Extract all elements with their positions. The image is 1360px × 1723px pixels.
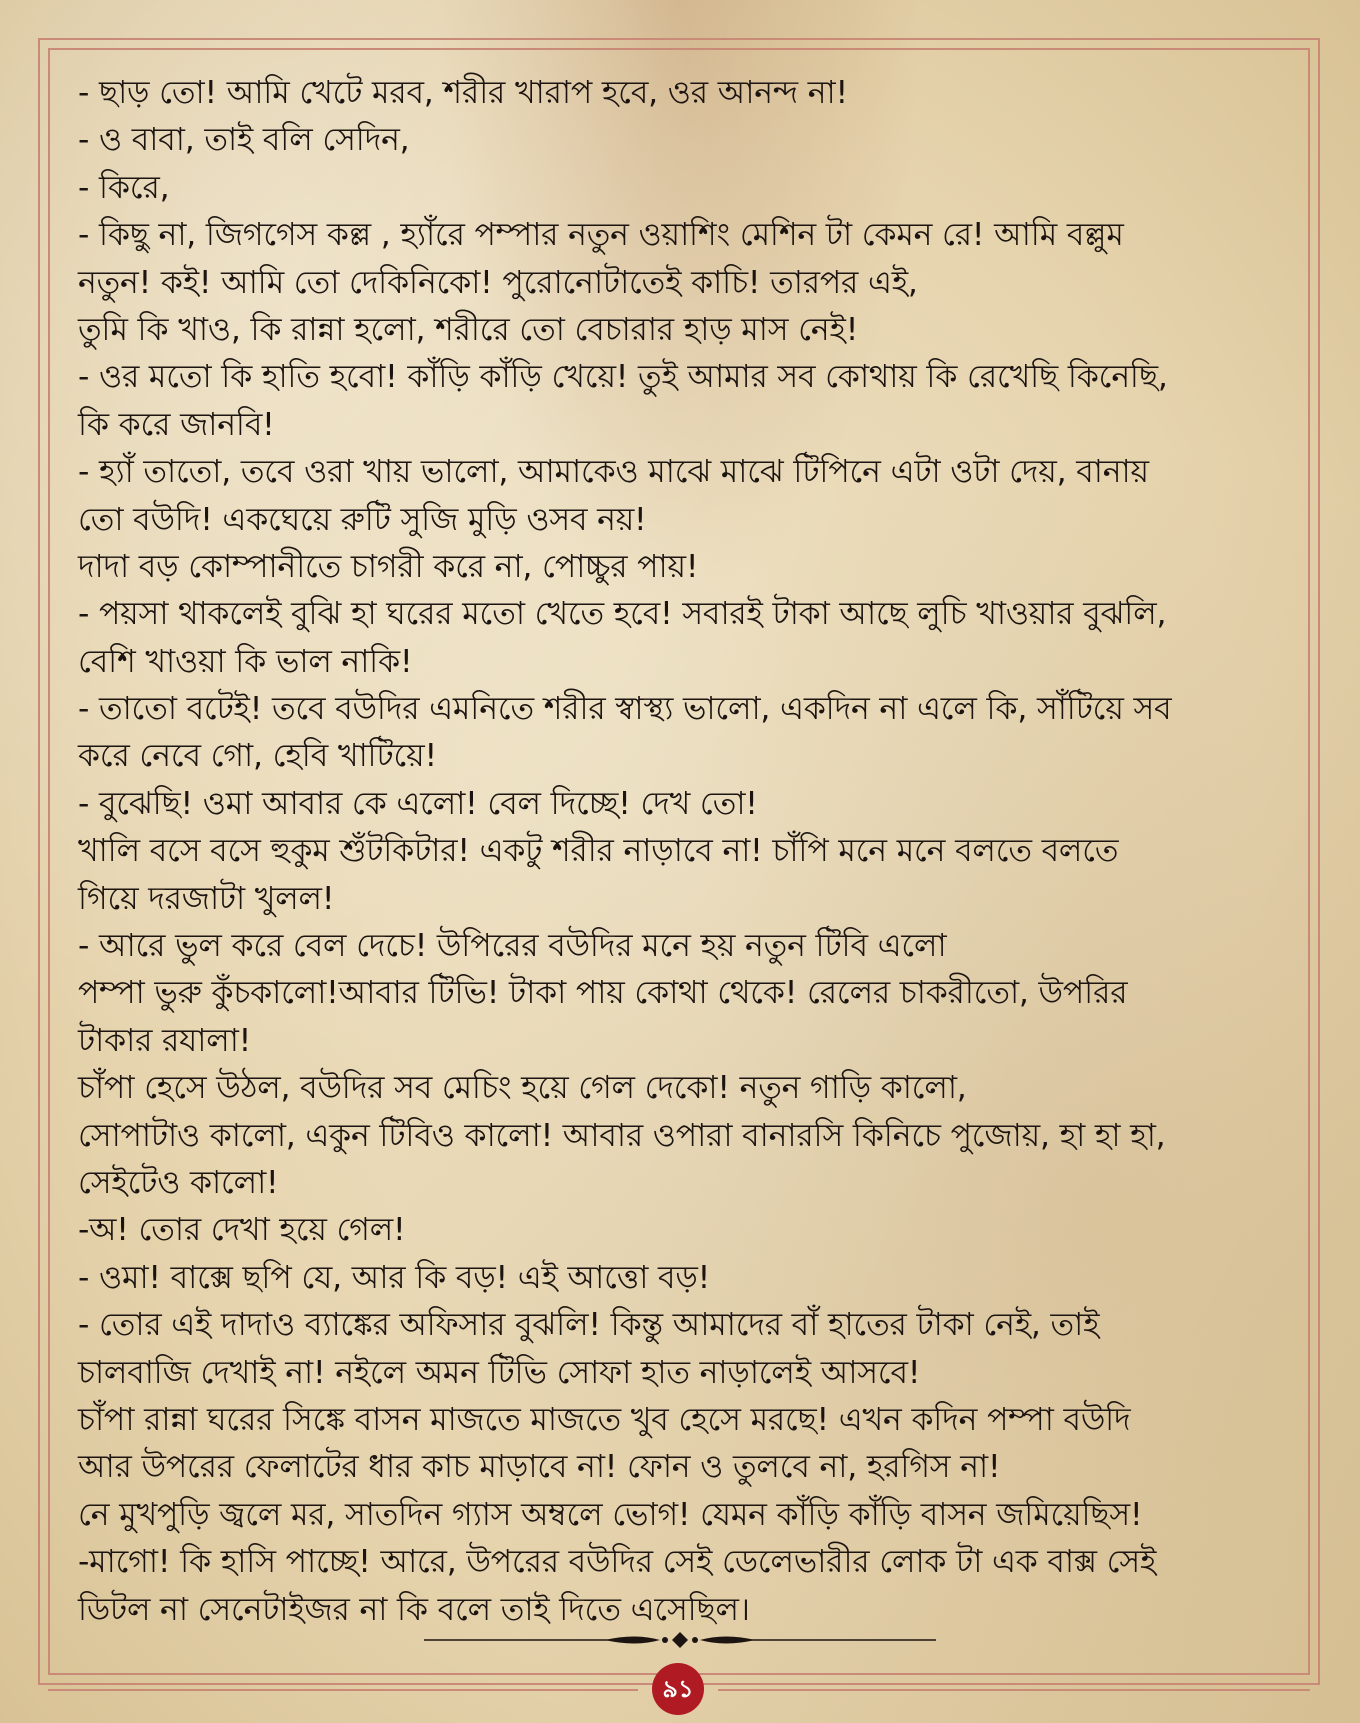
text-line: ডিটল না সেনেটাইজর না কি বলে তাই দিতে এসেছিল। <box>78 1591 750 1628</box>
text-line: টাকার রযালা! <box>78 1022 252 1059</box>
text-line: - ও বাবা, তাই বলি সেদিন, <box>78 122 410 159</box>
text-line: নে মুখপুড়ি জ্বলে মর, সাতদিন গ্যাস অম্বলে ভোগ! যেমন কাঁড়ি কাঁড়ি বাসন জমিয়েছিস! <box>78 1496 1143 1533</box>
text-line: তো বউদি! একঘেয়ে রুটি সুজি মুড়ি ওসব নয়! <box>78 501 647 538</box>
badge-rule-left <box>48 1689 638 1691</box>
badge-rule-right <box>718 1689 1310 1691</box>
page-number: ৯১ <box>652 1663 704 1715</box>
text-line: - ওমা! বাক্সে ছপি যে, আর কি বড়! এই আত্তো বড়! <box>78 1259 711 1296</box>
text-line: -মাগো! কি হাসি পাচ্ছে! আরে, উপরের বউদির সেই ডেলেভারীর লোক টা এক বাক্স সেই <box>78 1544 1157 1581</box>
text-line: করে নেবে গো, হেবি খাটিয়ে! <box>78 738 437 775</box>
text-line: চাঁপা হেসে উঠল, বউদির সব মেচিং হয়ে গেল দেকো! নতুন গাড়ি কালো, <box>78 1070 967 1107</box>
text-line: -অ! তোর দেখা হয়ে গেল! <box>78 1212 406 1249</box>
text-line: চাঁপা রান্না ঘরের সিঙ্কে বাসন মাজতে মাজতে খুব হেসে মরছে! এখন কদিন পম্পা বউদি <box>78 1401 1131 1438</box>
text-line: বেশি খাওয়া কি ভাল নাকি! <box>78 643 413 680</box>
text-line: - পয়সা থাকলেই বুঝি হা ঘরের মতো খেতে হবে! সবারই টাকা আছে লুচি খাওয়ার বুঝলি, <box>78 596 1167 633</box>
text-line: - ওর মতো কি হাতি হবো! কাঁড়ি কাঁড়ি খেয়ে! তুই আমার সব কোথায় কি রেখেছি কিনেছি, <box>78 359 1168 396</box>
text-line: পম্পা ভুরু কুঁচকালো!আবার টিভি! টাকা পায় কোথা থেকে! রেলের চাকরীতো, উপরির <box>78 975 1128 1012</box>
text-line: দাদা বড় কোম্পানীতে চাগরী করে না, পোচ্চুর পায়! <box>78 548 699 585</box>
text-line: সেইটেও কালো! <box>78 1164 279 1201</box>
text-line: খালি বসে বসে হুকুম শুঁটকিটার! একটু শরীর নাড়াবে না! চাঁপি মনে মনে বলতে বলতে <box>78 833 1119 870</box>
text-line: চালবাজি দেখাই না! নইলে অমন টিভি সোফা হাত নাড়ালেই আসবে! <box>78 1354 921 1391</box>
text-line: তুমি কি খাও, কি রান্না হলো, শরীরে তো বেচারার হাড় মাস নেই! <box>78 311 859 348</box>
text-line: সোপাটাও কালো, একুন টিবিও কালো! আবার ওপারা বানারসি কিনিচে পুজোয়, হা হা হা, <box>78 1117 1166 1154</box>
text-line: আর উপরের ফেলাটের ধার কাচ মাড়াবে না! ফোন ও তুলবে না, হরগিস না! <box>78 1449 1001 1486</box>
text-line: - তোর এই দাদাও ব্যাঙ্কের অফিসার বুঝলি! কিন্তু আমাদের বাঁ হাতের টাকা নেই, তাই <box>78 1307 1100 1344</box>
text-line: - হ্যাঁ তাতো, তবে ওরা খায় ভালো, আমাকেও মাঝে মাঝে টিপিনে এটা ওটা দেয়, বানায় <box>78 454 1149 491</box>
text-line: গিয়ে দরজাটা খুলল! <box>78 880 335 917</box>
text-line: - বুঝেছি! ওমা আবার কে এলো! বেল দিচ্ছে! দেখ তো! <box>78 785 758 822</box>
text-line: নতুন! কই! আমি তো দেকিনিকো! পুরোনোটাতেই কাচি! তারপর এই, <box>78 264 918 301</box>
text-line: - কিছু না, জিগগেস কল্ল , হ্যাঁরে পম্পার নতুন ওয়াশিং মেশিন টা কেমন রে! আমি বল্লুম <box>78 217 1124 254</box>
story-text <box>78 70 1278 1634</box>
text-line: - ছাড় তো! আমি খেটে মরব, শরীর খারাপ হবে, ওর আনন্দ না! <box>78 75 848 111</box>
text-line: - কিরে, <box>78 169 170 206</box>
text-line: কি করে জানবি! <box>78 406 275 443</box>
text-line: - আরে ভুল করে বেল দেচে! উপিরের বউদির মনে হয় নতুন টিবি এলো <box>78 928 947 965</box>
text-line: - তাতো বটেই! তবে বউদির এমনিতে শরীর স্বাস্থ্য ভালো, একদিন না এলে কি, সাঁটিয়ে সব <box>78 691 1172 728</box>
divider-ornament <box>420 1625 940 1655</box>
